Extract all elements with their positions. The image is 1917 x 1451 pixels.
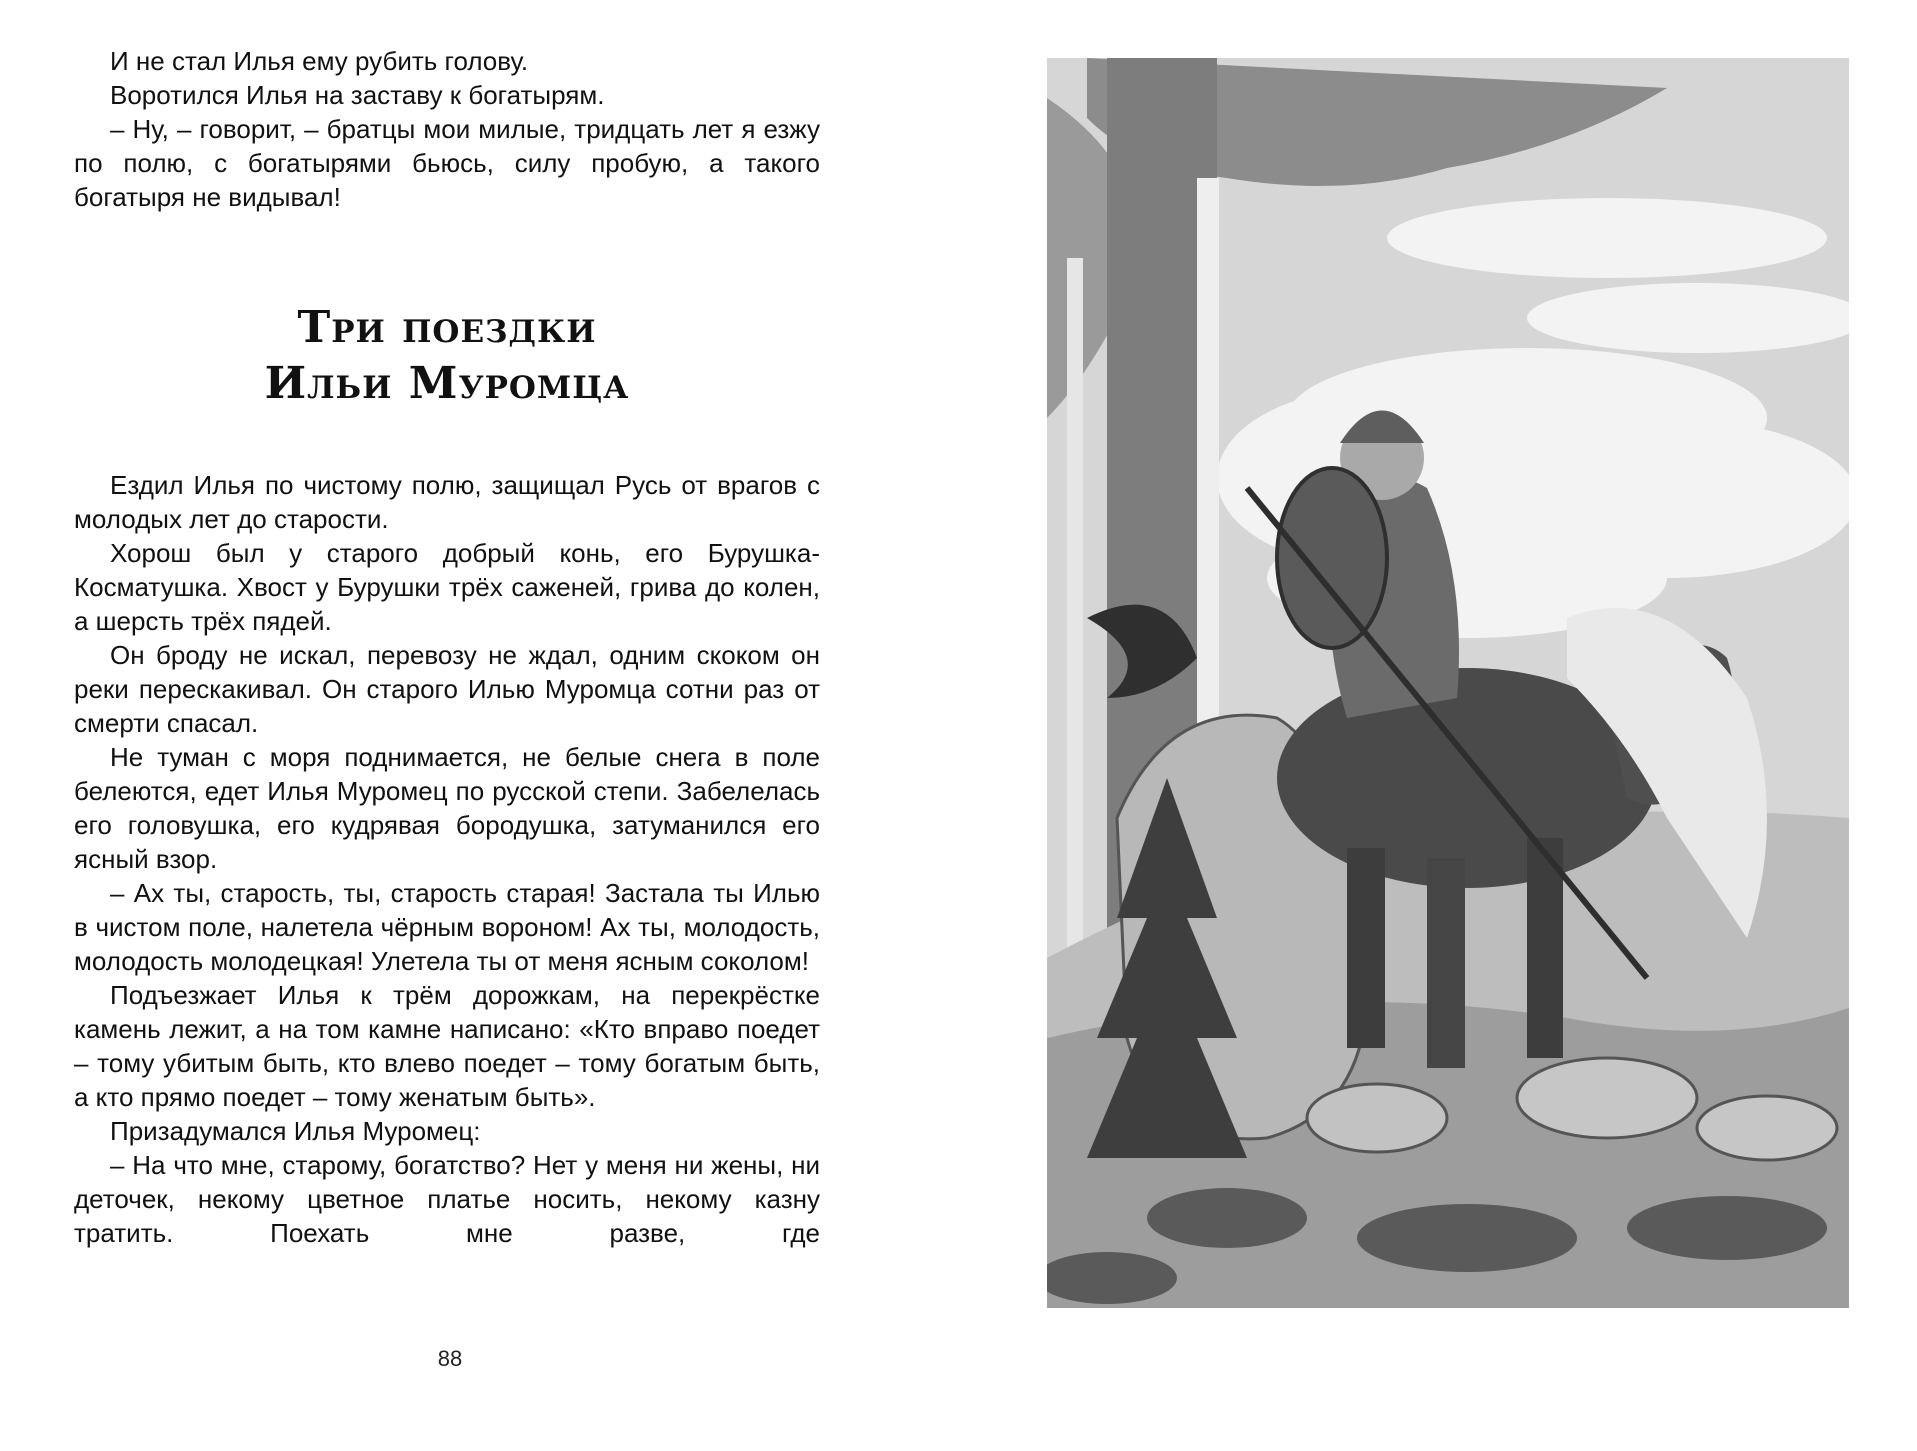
chapter-title-line-2: Ильи Муромца — [264, 358, 630, 409]
knight-on-horse-illustration — [1047, 58, 1849, 1308]
text-paragraph: Он броду не искал, перевозу не ждал, одним скоком он реки перескакивал. Он старого Илью Муромца сотни раз от смерти спасал. — [74, 640, 820, 738]
chapter-title-line-1: Три поездки — [297, 302, 597, 353]
text-paragraph: – Ах ты, старость, ты, старость старая! Застала ты Илью в чистом поле, налетела чёрным вороном! Ах ты, молодость, молодость молодецкая! Улетела ты от меня ясным соколом! — [74, 878, 820, 976]
page-number: 88 — [437, 1346, 463, 1371]
text-paragraph: Ездил Илья по чистому полю, защищал Русь от врагов с молодых лет до старости. — [74, 470, 820, 534]
left-page — [0, 0, 900, 1451]
knight-shield — [1277, 468, 1387, 648]
text-paragraph: Подъезжает Илья к трём дорожкам, на перекрёстке камень лежит, а на том камне написано: «Кто вправо поедет – тому убитым быть, кто влево поедет – тому богатым быть, а кто прямо поедет – тому женатым быть». — [74, 980, 820, 1112]
text-paragraph: Не туман с моря поднимается, не белые снега в поле белеются, едет Илья Муромец по русской степи. Забелелась его головушка, его кудрявая бородушка, затуманился его ясный взор. — [74, 742, 820, 874]
text-paragraph: Призадумался Илья Муромец: — [110, 1116, 481, 1146]
text-paragraph: Хорош был у старого добрый конь, его Бурушка-Косматушка. Хвост у Бурушки трёх саженей, грива до колен, а шерсть трёх пядей. — [74, 538, 820, 636]
text-column — [74, 44, 820, 1250]
text-paragraph: – Ну, – говорит, – братцы мои милые, тридцать лет я езжу по полю, с богатырями бьюсь, силу пробую, а такого богатыря не видывал! — [74, 114, 820, 212]
stone — [1307, 1084, 1447, 1152]
chapter-title — [74, 300, 820, 412]
birch-trunk — [1067, 258, 1083, 958]
text-paragraph: – На что мне, старому, богатство? Нет у меня ни жены, ни деточек, некому цветное платье носить, некому казну тратить. Поехать мне разве, где — [74, 1150, 820, 1248]
stone — [1517, 1058, 1697, 1138]
text-line: И не стал Илья ему рубить голову. — [110, 46, 529, 76]
text-line: Воротился Илья на заставу к богатырям. — [110, 80, 605, 110]
stone — [1697, 1096, 1837, 1160]
illustration-svg — [1047, 58, 1849, 1308]
horse-leg — [1427, 858, 1465, 1068]
horse-leg — [1347, 848, 1385, 1048]
